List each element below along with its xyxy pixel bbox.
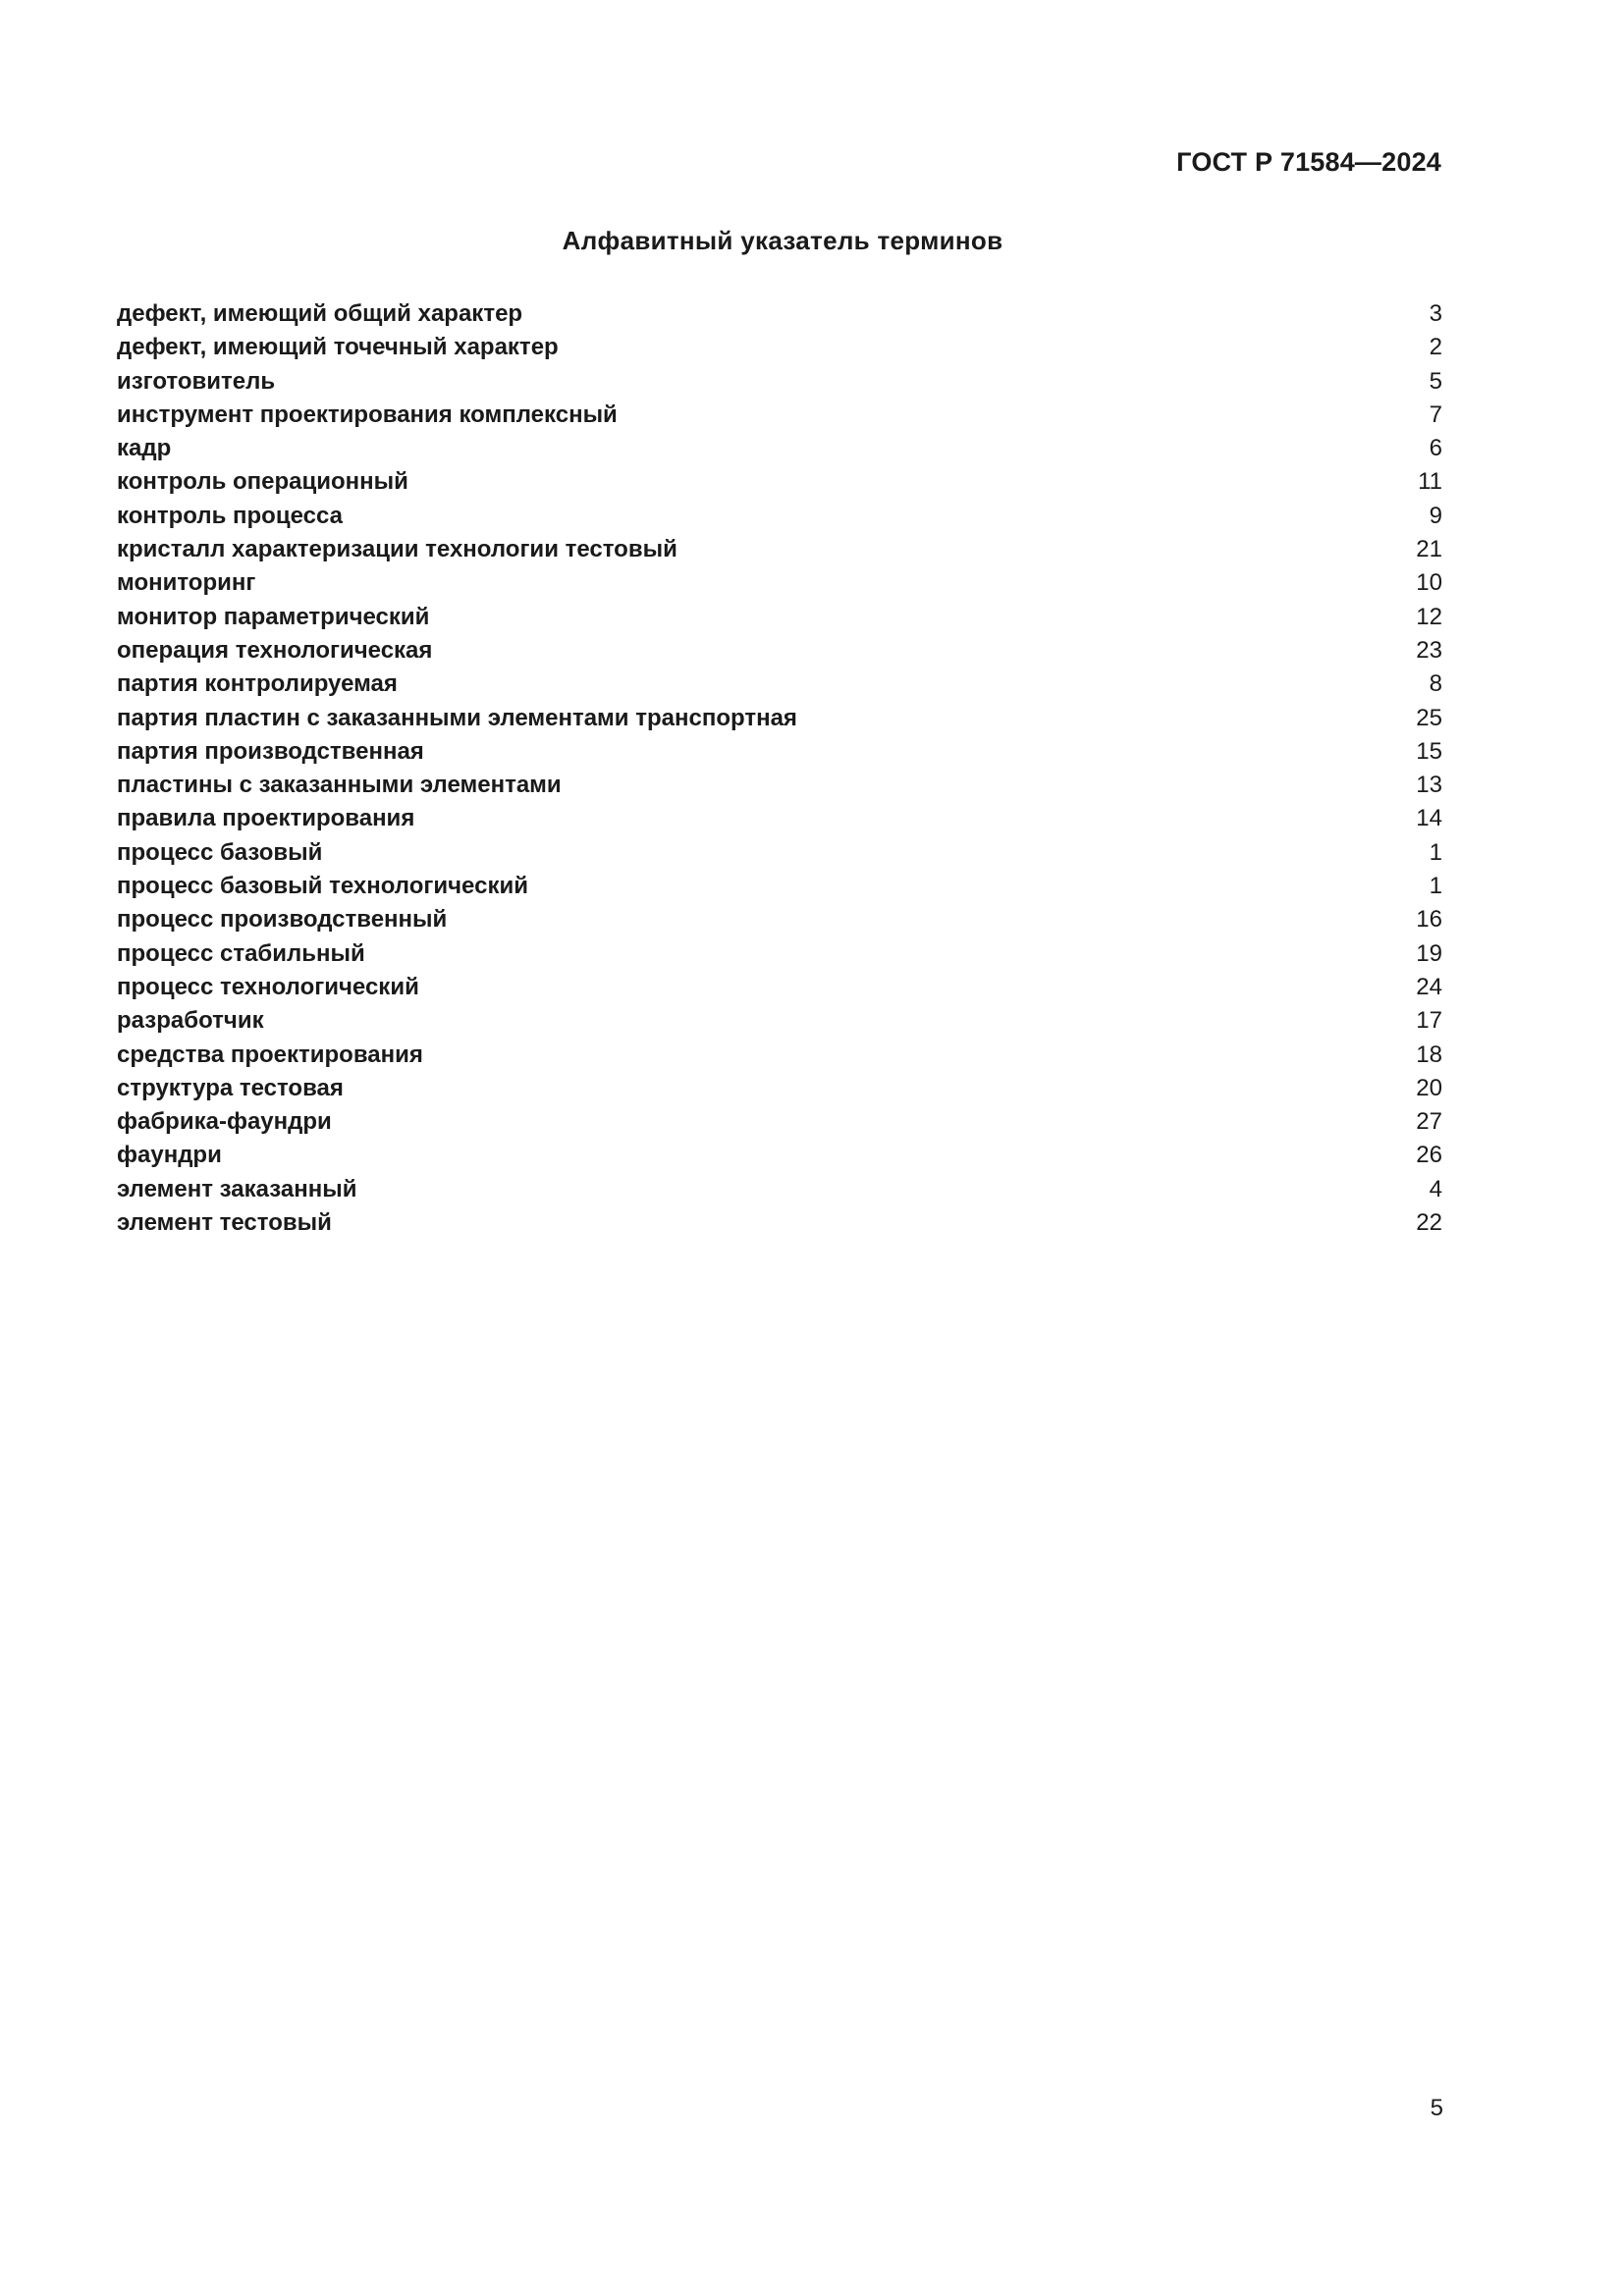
term-name: процесс базовый bbox=[117, 838, 323, 866]
term-name: фаундри bbox=[117, 1142, 222, 1169]
term-row bbox=[117, 399, 1442, 432]
term-row bbox=[117, 1173, 1442, 1206]
term-name: операция технологическая bbox=[117, 636, 433, 664]
term-number: 24 bbox=[1416, 973, 1442, 1000]
term-number: 26 bbox=[1416, 1142, 1442, 1169]
term-name: разработчик bbox=[117, 1007, 264, 1035]
term-number: 21 bbox=[1416, 536, 1442, 563]
term-row bbox=[117, 1072, 1442, 1105]
term-name: процесс технологический bbox=[117, 973, 419, 1000]
term-number: 17 bbox=[1416, 1007, 1442, 1035]
index-title: Алфавитный указатель терминов bbox=[562, 226, 1003, 255]
term-row bbox=[117, 802, 1442, 835]
term-name: процесс стабильный bbox=[117, 939, 365, 967]
term-row bbox=[117, 432, 1442, 465]
term-number: 19 bbox=[1416, 939, 1442, 967]
term-number: 25 bbox=[1416, 704, 1442, 731]
term-row bbox=[117, 937, 1442, 971]
term-number: 1 bbox=[1429, 873, 1442, 900]
term-number: 22 bbox=[1416, 1209, 1442, 1237]
term-name: дефект, имеющий общий характер bbox=[117, 300, 523, 327]
term-name: кадр bbox=[117, 435, 172, 462]
term-row bbox=[117, 365, 1442, 399]
term-row bbox=[117, 702, 1442, 735]
term-row bbox=[117, 1105, 1442, 1139]
term-name: правила проектирования bbox=[117, 805, 415, 832]
term-row bbox=[117, 735, 1442, 769]
term-number: 8 bbox=[1429, 670, 1442, 698]
term-name: пластины с заказанными элементами bbox=[117, 772, 562, 799]
term-row bbox=[117, 971, 1442, 1004]
page-number: 5 bbox=[1430, 2095, 1443, 2121]
term-name: партия контролируемая bbox=[117, 670, 398, 698]
term-number: 16 bbox=[1416, 906, 1442, 934]
term-row bbox=[117, 566, 1442, 600]
term-name: контроль операционный bbox=[117, 468, 408, 496]
term-row bbox=[117, 331, 1442, 364]
term-row bbox=[117, 601, 1442, 634]
term-row bbox=[117, 1039, 1442, 1072]
term-number: 5 bbox=[1429, 367, 1442, 395]
term-name: дефект, имеющий точечный характер bbox=[117, 334, 559, 361]
term-number: 14 bbox=[1416, 805, 1442, 832]
term-name: партия производственная bbox=[117, 737, 424, 765]
term-name: партия пластин с заказанными элементами транспортная bbox=[117, 704, 797, 731]
term-number: 12 bbox=[1416, 603, 1442, 630]
term-name: средства проектирования bbox=[117, 1041, 423, 1068]
term-row bbox=[117, 1004, 1442, 1038]
term-number: 3 bbox=[1429, 300, 1442, 327]
term-name: монитор параметрический bbox=[117, 603, 430, 630]
term-row bbox=[117, 903, 1442, 936]
document-code: ГОСТ Р 71584—2024 bbox=[1176, 147, 1441, 177]
term-name: элемент заказанный bbox=[117, 1175, 357, 1202]
term-row bbox=[117, 465, 1442, 499]
term-number: 10 bbox=[1416, 569, 1442, 597]
term-number: 13 bbox=[1416, 772, 1442, 799]
term-row bbox=[117, 870, 1442, 903]
term-number: 18 bbox=[1416, 1041, 1442, 1068]
term-index-list bbox=[117, 297, 1442, 1240]
term-row bbox=[117, 297, 1442, 331]
term-row bbox=[117, 1206, 1442, 1240]
term-name: контроль процесса bbox=[117, 502, 343, 529]
term-row bbox=[117, 1139, 1442, 1172]
term-row bbox=[117, 500, 1442, 533]
term-name: кристалл характеризации технологии тестовый bbox=[117, 536, 677, 563]
term-number: 9 bbox=[1429, 502, 1442, 529]
term-name: инструмент проектирования комплексный bbox=[117, 400, 618, 428]
term-row bbox=[117, 667, 1442, 701]
term-row bbox=[117, 533, 1442, 566]
term-number: 11 bbox=[1418, 468, 1442, 496]
term-name: структура тестовая bbox=[117, 1074, 344, 1101]
term-number: 1 bbox=[1429, 838, 1442, 866]
term-number: 4 bbox=[1429, 1175, 1442, 1202]
term-number: 23 bbox=[1416, 636, 1442, 664]
term-name: процесс базовый технологический bbox=[117, 873, 528, 900]
term-number: 15 bbox=[1416, 737, 1442, 765]
term-name: фабрика-фаундри bbox=[117, 1108, 332, 1136]
term-row bbox=[117, 634, 1442, 667]
term-name: мониторинг bbox=[117, 569, 256, 597]
term-name: элемент тестовый bbox=[117, 1209, 332, 1237]
term-number: 2 bbox=[1429, 334, 1442, 361]
term-row bbox=[117, 769, 1442, 802]
term-name: изготовитель bbox=[117, 367, 276, 395]
term-number: 6 bbox=[1429, 435, 1442, 462]
term-number: 20 bbox=[1416, 1074, 1442, 1101]
term-number: 7 bbox=[1429, 400, 1442, 428]
term-row bbox=[117, 836, 1442, 870]
term-number: 27 bbox=[1416, 1108, 1442, 1136]
term-name: процесс производственный bbox=[117, 906, 448, 934]
